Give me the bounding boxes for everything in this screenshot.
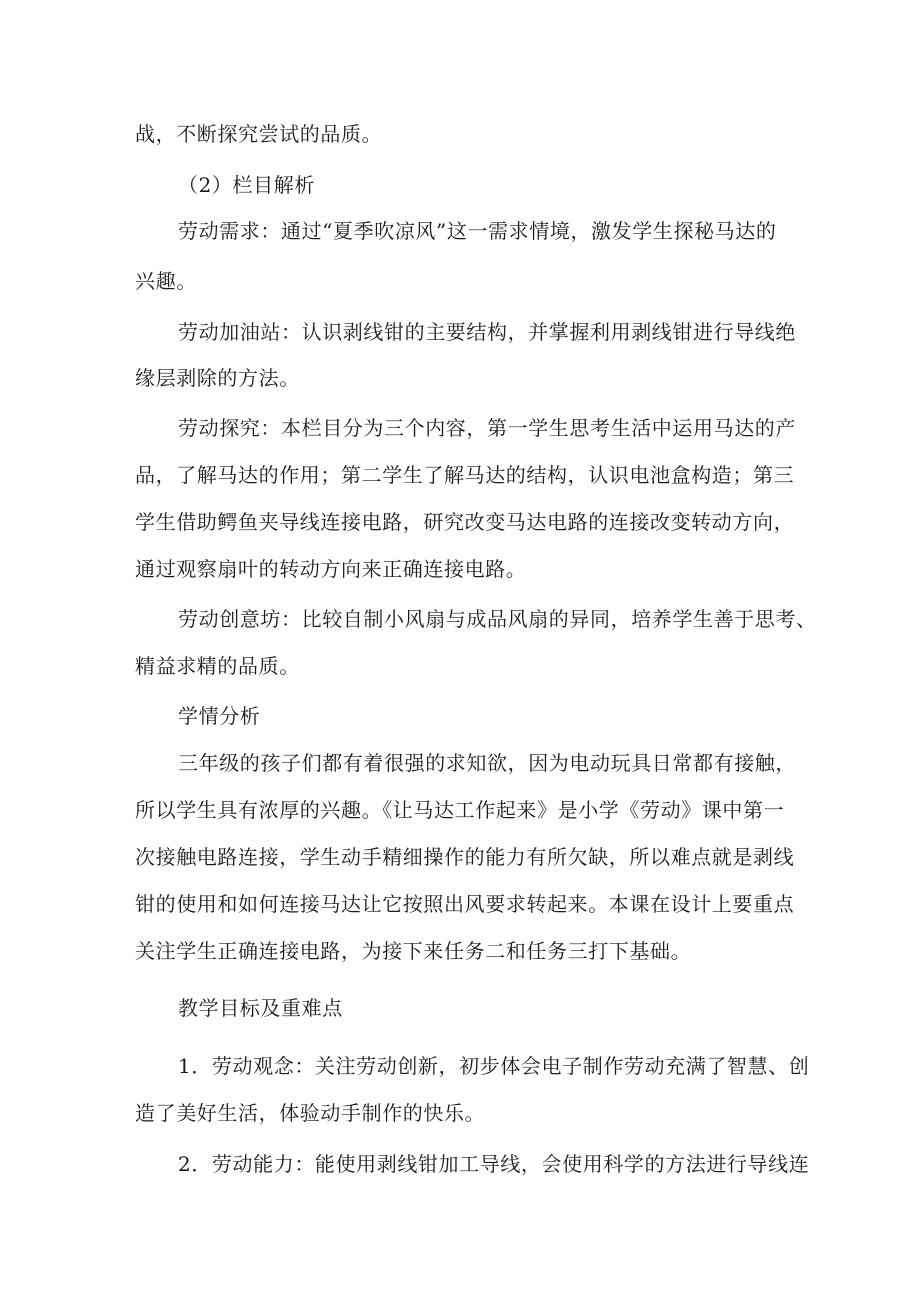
text-line: 劳动探究：本栏目分为三个内容，第一学生思考生活中运用马达的产	[178, 416, 796, 440]
section-heading: （2）栏目解析	[178, 173, 315, 197]
list-item-1: 1．劳动观念：关注劳动创新，初步体会电子制作劳动充满了智慧、创	[178, 1054, 810, 1078]
list-item-2: 2．劳动能力：能使用剥线钳加工导线，会使用科学的方法进行导线连	[178, 1152, 810, 1176]
text-line: 品，了解马达的作用；第二学生了解马达的结构，认识电池盒构造；第三	[135, 463, 795, 487]
text-line: 兴趣。	[135, 269, 197, 293]
text-line: 缘层剥除的方法。	[135, 366, 300, 390]
text-line: 劳动加油站：认识剥线钳的主要结构，并掌握利用剥线钳进行导线绝	[178, 320, 796, 344]
text-line: 次接触电路连接，学生动手精细操作的能力有所欠缺，所以难点就是剥线	[135, 845, 795, 869]
text-line: 所以学生具有浓厚的兴趣。《让马达工作起来》是小学《劳动》课中第一	[135, 798, 785, 822]
text-line: 通过观察扇叶的转动方向来正确连接电路。	[135, 557, 527, 581]
text-line: 造了美好生活，体验动手制作的快乐。	[135, 1101, 486, 1125]
text-line: 精益求精的品质。	[135, 654, 300, 678]
text-line: 钳的使用和如何连接马达让它按照出风要求转起来。本课在设计上要重点	[135, 892, 795, 916]
text-line: 学生借助鳄鱼夹导线连接电路，研究改变马达电路的连接改变转动方向，	[135, 510, 795, 534]
section-heading: 教学目标及重难点	[178, 996, 343, 1020]
text-line: 劳动创意坊：比较自制小风扇与成品风扇的异同，培养学生善于思考、	[178, 607, 817, 631]
section-heading: 学情分析	[178, 704, 261, 728]
text-line: 战，不断探究尝试的品质。	[135, 122, 383, 146]
text-line: 三年级的孩子们都有着很强的求知欲，因为电动玩具日常都有接触，	[178, 751, 796, 775]
text-line: 劳动需求：通过“夏季吹凉风”这一需求情境，激发学生探秘马达的	[178, 219, 777, 243]
text-line: 关注学生正确连接电路，为接下来任务二和任务三打下基础。	[135, 939, 692, 963]
